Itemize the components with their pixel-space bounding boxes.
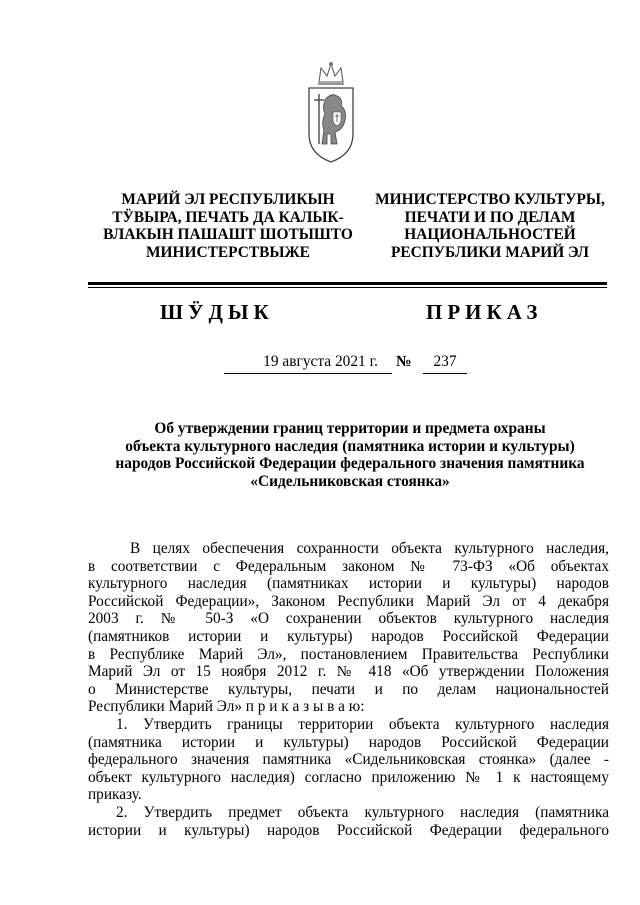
body-line: (памятника истории и культуры) народов Российской Федерации (88, 733, 609, 751)
body-line: приказу. (88, 786, 142, 804)
header-divider-thin (88, 287, 607, 288)
header-right-line: РЕСПУБЛИКИ МАРИЙ ЭЛ (390, 243, 590, 261)
body-line: объект культурного наследия) согласно приложению № 1 к настоящему (88, 768, 609, 786)
body-line: 1. Утвердить границы территории объекта культурного наследия (116, 715, 609, 733)
ministry-name-mari (88, 191, 368, 261)
header-left-line: ВЛАКЫН ПАШАШТ ШОТЫШТО (103, 226, 353, 243)
doc-kind-russian: ПРИКАЗ (426, 300, 543, 324)
header-left-line: МИНИСТЕРСТВЫЖЕ (146, 243, 310, 261)
header-right-line: НАЦИОНАЛЬНОСТЕЙ (404, 226, 576, 243)
title-line: Об утверждении границ территории и предмета охраны (154, 420, 546, 437)
body-line: Российской Федерации», Законом Республики Марий Эл от 4 декабря (88, 592, 609, 610)
order-body (88, 540, 609, 839)
body-line: о Министерстве культуры, печати и по делам национальностей (88, 680, 609, 698)
ministry-name-russian (371, 191, 609, 261)
body-line: истории и культуры) народов Российской Федерации федерального (88, 821, 609, 839)
header-left-line: ТӰВЫРА, ПЕЧАТЬ ДА КАЛЫК- (112, 208, 344, 226)
title-line: народов Российской Федерации федерального значения памятника (115, 455, 585, 473)
order-date: 19 августа 2021 г. (263, 353, 378, 370)
body-line: В целях обеспечения сохранности объекта культурного наследия, (130, 540, 609, 557)
body-line: культурного наследия (памятниках истории и культуры) народов (88, 575, 609, 593)
body-line: 2003 г. № 50-З «О сохранении объектов культурного наследия (88, 610, 609, 628)
order-title (100, 420, 600, 490)
header-divider-thick (88, 282, 607, 285)
body-line: Республики Марий Эл» п р и к а з ы в а ю: (88, 698, 365, 716)
order-date-field (224, 353, 392, 374)
order-number: 237 (423, 353, 467, 374)
body-line: Марий Эл от 15 ноября 2012 г. № 418 «Об утверждении Положения (88, 663, 609, 681)
body-line: федерального значения памятника «Сидельниковская стоянка» (далее - (88, 751, 609, 769)
coat-of-arms-emblem (301, 56, 361, 166)
body-line: в Республике Марий Эл», постановлением Правительства Республики (88, 645, 609, 663)
header-left-line: МАРИЙ ЭЛ РЕСПУБЛИКЫН (121, 191, 335, 208)
body-line: в соответствии с Федеральным законом № 73-ФЗ «Об объектах (88, 557, 609, 575)
body-line: 2. Утвердить предмет объекта культурного наследия (памятника (116, 803, 609, 821)
body-line: (памятников истории и культуры) народов Российской Федерации (88, 627, 609, 645)
title-line: «Сидельниковская стоянка» (250, 472, 450, 490)
title-line: объекта культурного наследия (памятника истории и культуры) (125, 437, 575, 455)
doc-kind-mari: ШӰДЫК (160, 300, 274, 324)
header-right-line: ПЕЧАТИ И ПО ДЕЛАМ (404, 208, 576, 226)
number-sign: № (396, 353, 412, 370)
header-right-line: МИНИСТЕРСТВО КУЛЬТУРЫ, (375, 191, 605, 208)
